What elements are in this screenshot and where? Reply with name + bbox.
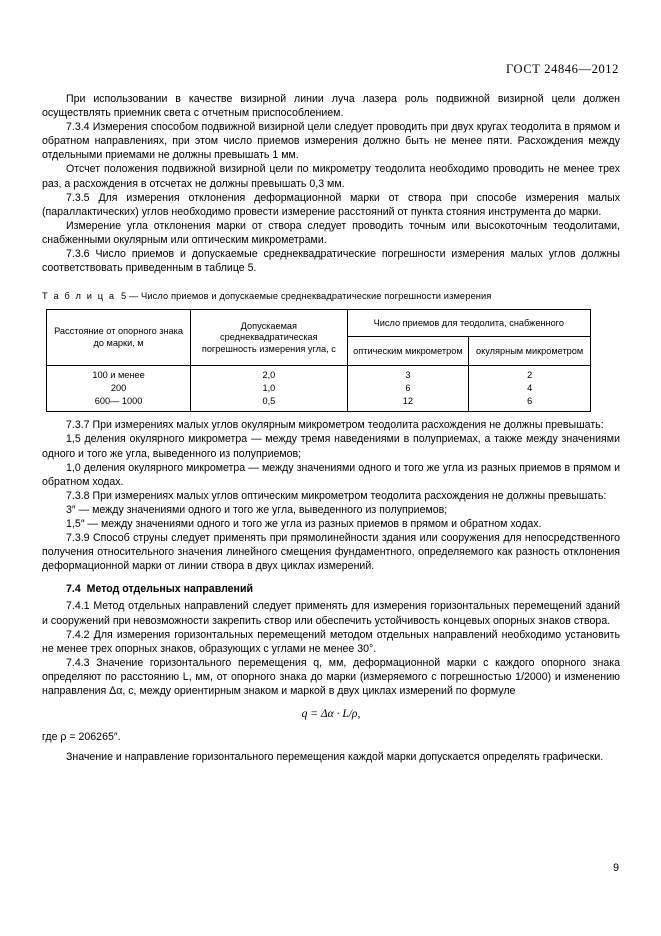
table-row: [47, 366, 591, 412]
table-header-error: Допускаемая среднеквадратическая погрешность измерения угла, с: [191, 310, 347, 366]
paragraph-7-4-2: 7.4.2 Для измерения горизонтальных перемещений методом отдельных направлений необходимо установить не менее трех опорных знаков, образующих с углами не менее 30°.: [42, 628, 620, 655]
cell-line: 1,0: [262, 383, 276, 394]
paragraph: Отсчет положения подвижной визирной цели по микрометру теодолита необходимо проводить не менее трех раз, а расхождения в отсчетах не должны превышать 0,3 мм.: [42, 163, 620, 190]
table-header-optic: оптическим микрометром: [347, 337, 469, 366]
section-title: Метод отдельных направлений: [86, 583, 253, 596]
document-body: [42, 92, 620, 764]
paragraph: 1,5″ — между значениями одного и того же угла из разных приемов в прямом и обратном ходах.: [66, 517, 542, 530]
page-number: 9: [613, 862, 619, 874]
cell-line: 0,5: [262, 396, 276, 407]
paragraph-final: Значение и направление горизонтального перемещения каждой марки допускается определять графически.: [66, 751, 604, 764]
cell-line: 600— 1000: [94, 396, 143, 407]
cell-line: 4: [527, 383, 533, 394]
table-caption-number: 5: [120, 291, 127, 302]
table-caption-title: — Число приемов и допускаемые среднеквадратические погрешности измерения: [128, 291, 492, 302]
table-5: [46, 309, 591, 412]
cell-line: 3: [405, 370, 411, 381]
paragraph-7-4-1: 7.4.1 Метод отдельных направлений следует применять для измерения горизонтальных перемещений зданий и сооружений при невозможности закрепить створ или обеспечить устойчивость концевых опорных знаков створа.: [42, 600, 620, 627]
table-cell-ocular: [469, 366, 591, 412]
table-header-distance: Расстояние от опорного знака до марки, м: [47, 310, 191, 366]
paragraph-7-3-9: 7.3.9 Способ струны следует применять при прямолинейности здания или сооружения для непосредственного получения относительного значения линейного смещения фундаментного, определяемого как разность отклонения деформационной марки от линии створа в двух циклах измерений.: [42, 532, 620, 573]
cell-line: 100 и менее: [92, 370, 145, 381]
paragraph: При использовании в качестве визирной линии луча лазера роль подвижной визирной цели должен осуществлять приемник света с отчетным приспособлением.: [42, 93, 620, 120]
paragraph-7-3-6: 7.3.6 Число приемов и допускаемые среднеквадратические погрешности измерения малых углов должны соответствовать приведенным в таблице 5.: [42, 248, 620, 275]
table-header-group-приемы: Число приемов для теодолита, снабженного: [347, 310, 590, 337]
cell-line: 2,0: [262, 370, 276, 381]
cell-line: 6: [527, 396, 533, 407]
paragraph: 1,5 деления окулярного микрометра — между тремя наведениями в полуприемах, а также между значениями одного и того же угла, выведенного из полуприемов;: [42, 433, 620, 460]
formula-horizontal-displacement: q = Δα · L/ρ,: [301, 708, 361, 721]
paragraph-7-3-5: 7.3.5 Для измерения отклонения деформационной марки от створа при способе измерения малых (параллактических) углов необходимо провести измерение расстояний от пункта стояния инструмента до марки.: [42, 191, 620, 218]
paragraph-7-4-3: 7.4.3 Значение горизонтального перемещения q, мм, деформационной марки с каждого опорного знака определяют по расстоянию L, мм, от опорного знака до марки (измеряемого с погрешностью 1/2000) и изменению направления Δα, с, между ориентирным знаком и маркой в двух циклах измерений по формуле: [42, 656, 620, 697]
table-cell-distance: [47, 366, 191, 412]
paragraph-7-3-8: 7.3.8 При измерениях малых углов оптическим микрометром теодолита расхождения не должны превышать:: [66, 489, 607, 502]
table-header-ocular: окулярным микрометром: [469, 337, 591, 366]
table-caption-label: Т а б л и ц а: [42, 291, 116, 302]
paragraph-7-3-4: 7.3.4 Измерения способом подвижной визирной цели следует проводить при двух кругах теодолита в прямом и обратном направлениях, при этом число приемов измерения должно быть не менее пяти. Расхождения между отдельными приемами не должны превышать 1 мм.: [42, 121, 620, 162]
cell-line: 6: [405, 383, 411, 394]
formula-note: где ρ = 206265″.: [42, 731, 121, 744]
table-header-row: [47, 310, 591, 337]
paragraph-7-3-7: 7.3.7 При измерениях малых углов окулярным микрометром теодолита расхождения не должны превышать:: [66, 419, 604, 432]
table-caption: [42, 289, 620, 303]
table-cell-error: [191, 366, 347, 412]
paragraph: 3″ — между значениями одного и того же угла, выведенного из полуприемов;: [66, 503, 448, 516]
section-heading-7-4: [42, 582, 620, 596]
paragraph: 1,0 деления окулярного микрометра — между значениями одного и того же угла из разных приемов в прямом и обратном ходах.: [42, 461, 620, 488]
paragraph: Измерение угла отклонения марки от створа следует проводить точным или высокоточным теодолитами, снабженными окулярным или оптическим микрометрами.: [42, 219, 620, 246]
cell-line: 200: [110, 383, 127, 394]
table-cell-optic: [347, 366, 469, 412]
cell-line: 2: [527, 370, 533, 381]
page-header-standard: ГОСТ 24846—2012: [506, 62, 619, 76]
cell-line: 12: [402, 396, 414, 407]
section-number: 7.4: [66, 583, 81, 596]
